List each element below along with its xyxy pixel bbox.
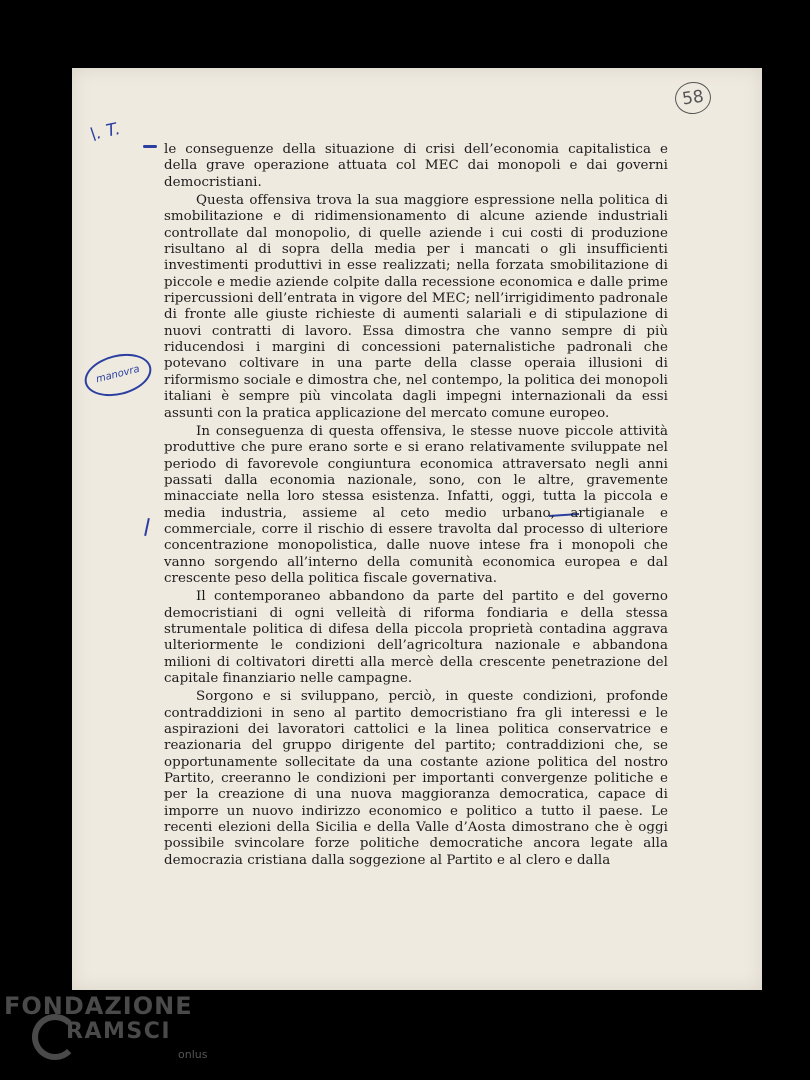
margin-dash-mark [143, 145, 157, 148]
paragraph-4: Il contemporaneo abbandono da parte del partito e del governo democristiani di ogni velleità di riforma fondiaria e della stessa strumentale politica di difesa della piccola proprietà contadina aggrava ulteriormente le condizioni dell’agricoltura nazionale e abbandona milioni di coltivatori diretti alla mercè della crescente penetrazione del capitale finanziario nelle campagne. [164, 589, 668, 686]
scanned-page [72, 68, 762, 990]
logo-line-2: RAMSCI [66, 1019, 172, 1044]
fondazione-gramsci-logo [4, 992, 208, 1072]
margin-initials-note: \. T. [88, 119, 123, 145]
paragraph-1: le conseguenze della situazione di crisi dell’economia capitalistica e della grave operazione attuata col MEC dai monopoli e dai governi democristiani. [164, 142, 668, 190]
paragraph-5: Sorgono e si sviluppano, perciò, in queste condizioni, profonde contraddizioni in seno al partito democristiano fra gli interessi e le aspirazioni dei lavoratori cattolici e la linea politica conservatrice e reazionaria del gruppo dirigente del partito; contraddizioni che, se opportunamente sollecitate da una costante azione politica del nostro Partito, creeranno le condizioni per importanti convergenze politiche e per la creazione di una nuova maggioranza democratica, capace di imporre un nuovo indirizzo economico e politico a tutto il paese. Le recenti elezioni della Sicilia e della Valle d’Aosta dimostrano che è oggi possibile svincolare forze politiche democratiche ancora legate alla democrazia cristiana dalla soggezione al Partito e al clero e dalla [164, 689, 668, 868]
page-number-circled: 58 [673, 80, 713, 117]
document-body [164, 142, 668, 871]
margin-tick-mark [144, 518, 150, 536]
logo-line-1: FONDAZIONE [4, 992, 193, 1020]
paragraph-3: In conseguenza di questa offensiva, le stesse nuove piccole attività produttive che pure erano sorte e si erano relativamente sviluppate nel periodo di favorevole congiuntura economica attraversato negli anni passati dalla economia nazionale, sono, con le altre, gravemente minacciate nella loro stessa esistenza. Infatti, oggi, tutta la piccola e media industria, assieme al ceto medio urbano, artigianale e commerciale, corre il rischio di essere travolta dal processo di ulteriore concentrazione monopolistica, dalle nuove intese fra i monopoli che vanno sorgendo all’interno della comunità economica europea e dal crescente peso della politica fiscale governativa. [164, 423, 668, 586]
circled-margin-note: manovra [80, 347, 156, 402]
paragraph-2: Questa offensiva trova la sua maggiore espressione nella politica di smobilitazione e di ridimensionamento di alcune aziende industriali controllate dal monopolio, di quelle aziende i cui costi di produzione risultano al di sopra della media per i mancati o gli insufficienti investimenti produttivi in esse realizzati; nella forzata smobilitazione di piccole e medie aziende colpite dalla recessione economica e dalle prime ripercussioni dell’entrata in vigore del MEC; nell’irrigidimento padronale di fronte alle giuste richieste di aumenti salariali e di stipulazione di nuovi contratti di lavoro. Essa dimostra che vanno sempre di più riducendosi i margini di concessioni paternalistiche padronali che potevano coltivare in una parte della classe operaia illusioni di riformismo sociale e dimostra che, nel contempo, la politica dei monopoli italiani è sempre più vincolata dagli impegni internazionali da essi assunti con la pratica applicazione del mercato comune europeo. [164, 193, 668, 421]
logo-suffix: onlus [178, 1048, 208, 1061]
